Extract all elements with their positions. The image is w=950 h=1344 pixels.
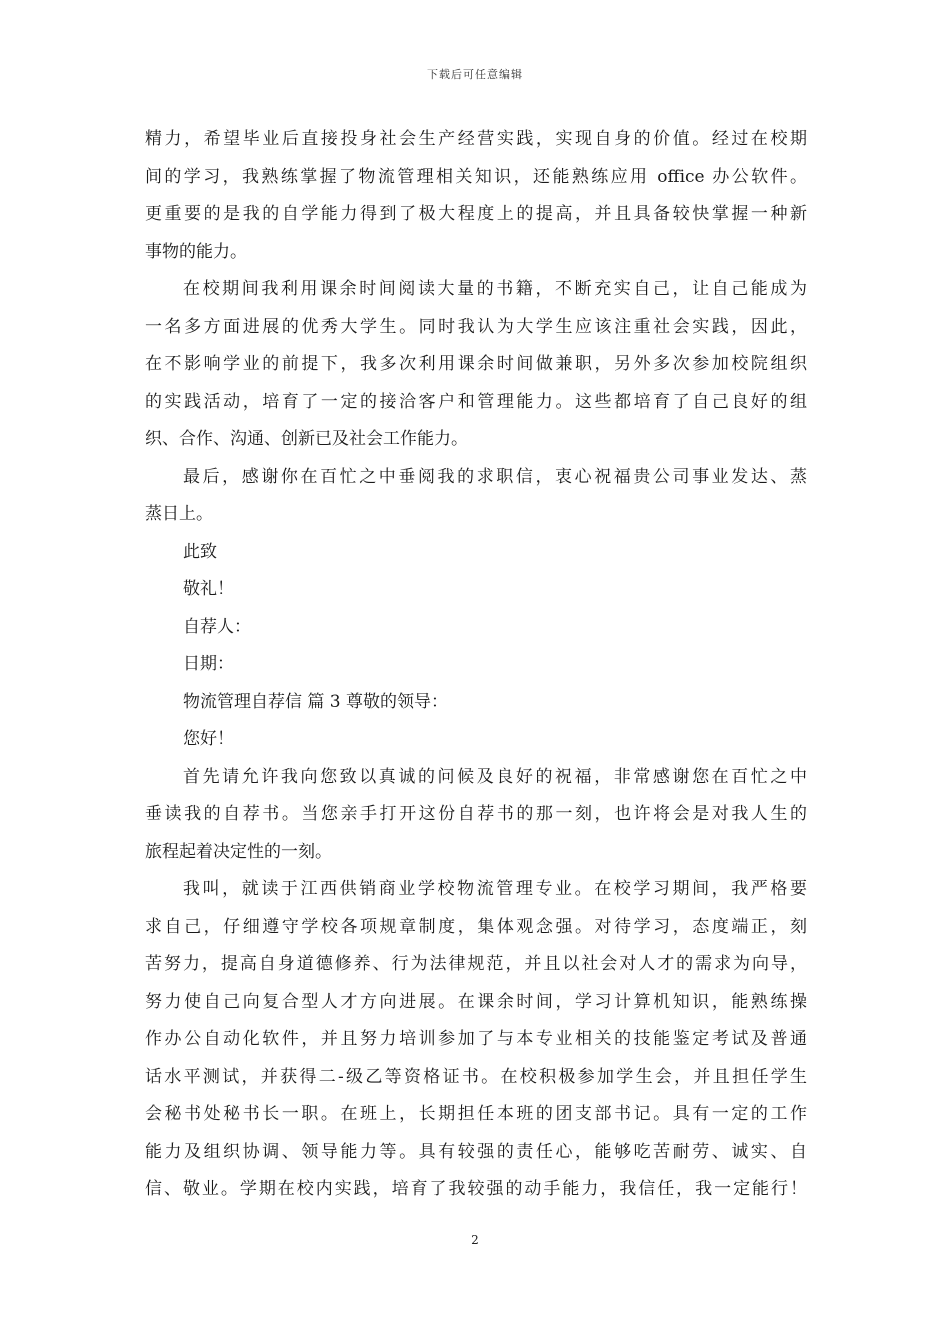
text-line: 间的学习，我熟练掌握了物流管理相关知识，还能熟练应用 office 办公软件。	[145, 166, 807, 187]
text-line: 旅程起着决定性的一刻。	[145, 841, 332, 862]
text-line: 会秘书处秘书长一职。在班上，长期担任本班的团支部书记。具有一定的工作	[145, 1104, 807, 1124]
text-line: 精力，希望毕业后直接投身社会生产经营实践，实现自身的价值。经过在校期	[145, 129, 807, 149]
text-line: 日期：	[183, 654, 234, 674]
page-number: 2	[471, 1233, 479, 1247]
document-body	[145, 121, 807, 1209]
text-line: 信、敬业。学期在校内实践，培育了我较强的动手能力，我信任，我一定能行！	[145, 1179, 807, 1199]
text-line: 您好！	[183, 729, 234, 749]
text-line: 蒸日上。	[145, 504, 213, 524]
text-line: 苦努力，提高自身道德修养、行为法律规范，并且以社会对人才的需求为向导，	[145, 954, 807, 974]
text-line: 努力使自己向复合型人才方向进展。在课余时间，学习计算机知识，能熟练操	[145, 991, 807, 1012]
text-line: 我叫，就读于江西供销商业学校物流管理专业。在校学习期间，我严格要	[183, 879, 807, 899]
text-line: 在不影响学业的前提下，我多次利用课余时间做兼职，另外多次参加校院组织	[145, 354, 807, 374]
text-line: 在校期间我利用课余时间阅读大量的书籍，不断充实自己，让自己能成为	[183, 279, 807, 299]
text-line: 事物的能力。	[145, 241, 247, 262]
text-line: 织、合作、沟通、创新已及社会工作能力。	[145, 429, 468, 449]
text-line: 的实践活动，培育了一定的接洽客户和管理能力。这些都培育了自己良好的组	[145, 391, 807, 412]
text-line: 垂读我的自荐书。当您亲手打开这份自荐书的那一刻，也许将会是对我人生的	[145, 804, 807, 824]
text-line: 能力及组织协调、领导能力等。具有较强的责任心，能够吃苦耐劳、诚实、自	[145, 1141, 807, 1162]
text-line: 此致	[183, 541, 217, 562]
text-line: 一名多方面进展的优秀大学生。同时我认为大学生应该注重社会实践，因此，	[145, 316, 807, 337]
text-line: 首先请允许我向您致以真诚的问候及良好的祝福，非常感谢您在百忙之中	[183, 766, 807, 787]
text-line: 自荐人：	[183, 616, 251, 637]
text-line: 更重要的是我的自学能力得到了极大程度上的提高，并且具备较快掌握一种新	[145, 204, 807, 224]
text-line: 最后，感谢你在百忙之中垂阅我的求职信，衷心祝福贵公司事业发达、蒸	[183, 466, 807, 487]
text-line: 话水平测试，并获得二-级乙等资格证书。在校积极参加学生会，并且担任学生	[145, 1066, 807, 1087]
text-line: 物流管理自荐信 篇 3 尊敬的领导：	[183, 691, 449, 712]
page-header: 下载后可任意编辑	[427, 68, 523, 81]
text-line: 作办公自动化软件，并且努力培训参加了与本专业相关的技能鉴定考试及普通	[145, 1029, 807, 1049]
text-line: 求自己，仔细遵守学校各项规章制度，集体观念强。对待学习，态度端正，刻	[145, 916, 807, 937]
text-line: 敬礼！	[183, 579, 234, 599]
